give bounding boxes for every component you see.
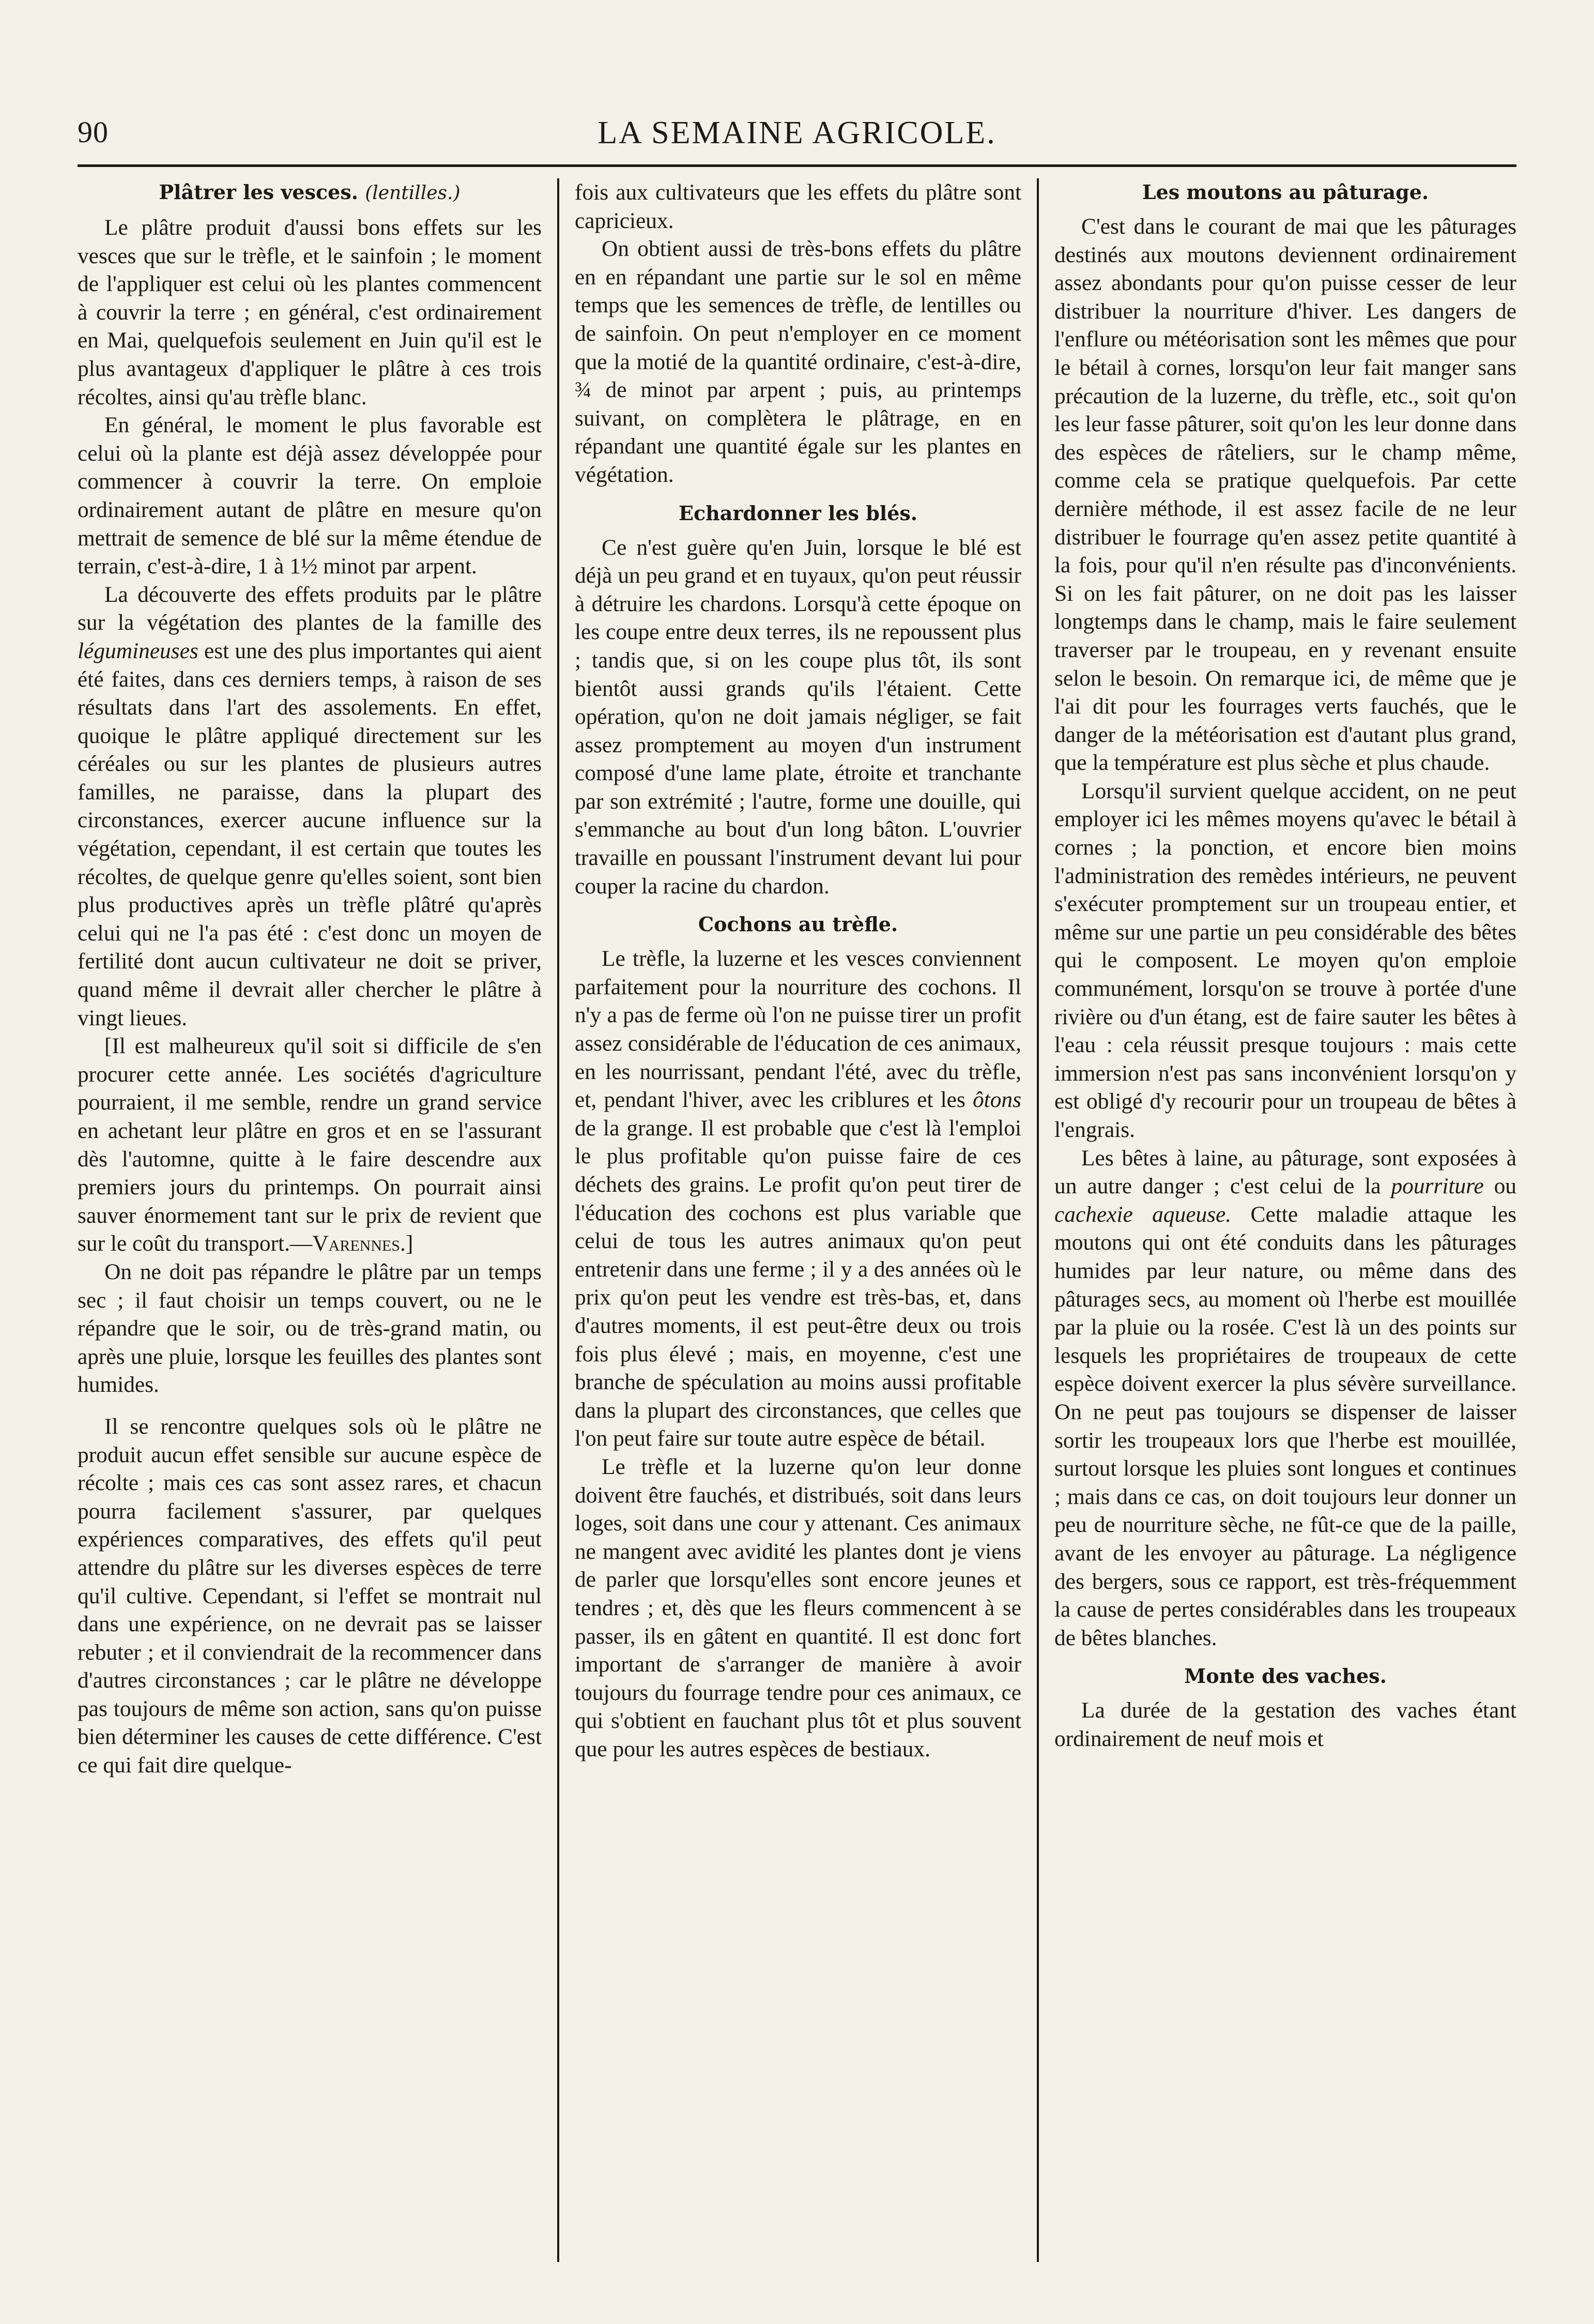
italic-term: ôtons (972, 1087, 1021, 1113)
text-run: Les bêtes à laine, au pâturage, sont exposées à un autre danger ; c'est celui de la (1054, 1145, 1516, 1199)
author-attribution: Varennes. (312, 1231, 406, 1256)
text-run: La découverte des effets produits par le plâtre sur la végétation des plantes de la famille des (78, 582, 542, 635)
section-heading-cochons: Cochons au trèfle. (698, 913, 898, 936)
paragraph: Lorsqu'il survient quelque accident, on ne peut employer ici les mêmes moyens qu'avec le bétail à cornes ; la ponction, et encore bien moins l'administration des remèdes intérieurs, ne peuvent s'exécuter promptement sur un troupeau entier, et même sur une partie un peu considérable des bêtes qui le composent. Le moyen qu'on emploie communément, lorsqu'on se trouve à portée d'une rivière ou d'un étang, est de faire sauter les bêtes à l'eau : cela réussit presque toujours : mais cette immersion n'est pas sans inconvénient lorsqu'on y est obligé d'y recourir pour un troupeau de bêtes à l'engrais. (1054, 778, 1516, 1142)
column-3 (1037, 178, 1516, 2262)
page-number: 90 (78, 115, 109, 149)
italic-term: pourriture (1391, 1174, 1484, 1199)
header-rule (78, 164, 1516, 167)
column-1 (78, 178, 557, 2262)
section-heading-echardonner: Echardonner les blés. (678, 501, 917, 525)
paragraph: Il se rencontre quelques sols où le plâtre ne produit aucun effet sensible sur aucune espèce de récolte ; mais ces cas sont assez rares, et chacun pourra facilement s'assurer, par quelques expériences comparatives, des effets qu'il peut attendre du plâtre sur les diverses espèces de terre qu'il cultive. Cependant, si l'effet se montrait nul dans une expérience, on ne devrait pas se laisser rebuter ; et il conviendrait de la recommencer dans d'autres circonstances ; car le plâtre ne développe pas toujours de même son action, sans qu'on puisse bien déterminer les causes de cette différence. C'est ce qui fait dire quelque- (78, 1414, 542, 1778)
section-heading-platrer-vesces (78, 179, 542, 206)
heading-title: Plâtrer les vesces. (159, 180, 358, 204)
text-run: de la grange. Il est probable que c'est là l'emploi le plus profitable qu'on puisse faire de ces déchets des grains. Le profit qu'on peut tirer de l'éducation des cochons est plus variable que celui de tous les autres animaux qu'on peut entretenir dans une ferme ; il y a des années où le prix qu'on peut les vendre est très-bas, et, dans d'autres moments, il est peut-être deux ou trois fois plus élevé ; mais, en moyenne, c'est une branche de spéculation au moins aussi profitable dans la plupart des circonstances, que celles que l'on peut faire sur toute autre espèce de bétail. (575, 1115, 1021, 1451)
running-head (78, 115, 1516, 151)
paragraph: On obtient aussi de très-bons effets du plâtre en en répandant une partie sur le sol en même temps que les semences de trèfle, de lentilles ou de sainfoin. On peut n'employer en ce moment que la motié de la quantité ordinaire, c'est-à-dire, ¾ de minot par arpent ; puis, au printemps suivant, on complètera le plâtrage, en en répandant une quantité égale sur les plantes en végétation. (575, 236, 1021, 487)
column-2 (557, 178, 1037, 2262)
paragraph: La durée de la gestation des vaches étant ordinairement de neuf mois et (1054, 1698, 1516, 1751)
italic-term: cachexie aqueuse. (1054, 1202, 1232, 1227)
paragraph: C'est dans le courant de mai que les pâturages destinés aux moutons deviennent ordinairement assez abondants pour qu'on puisse cesser de leur distribuer la nourriture d'hiver. Les dangers de l'enflure ou météorisation sont les mêmes que pour le bétail à cornes, lorsqu'on leur fait manger sans précaution de la luzerne, du trèfle, etc., soit qu'on les leur fasse pâturer, soit qu'on les leur donne dans des espèces de râteliers, sur le champ même, comme cela se pratique quelquefois. Par cette dernière méthode, il est assez facile de ne leur distribuer le fourrage qu'en assez petite quantité à la fois, pour qu'il n'en résulte pas d'inconvénients. Si on les fait pâturer, on ne doit pas les laisser longtemps dans le champ, mais le faire seulement traverser par le troupeau, en y revenant ensuite selon le besoin. On remarque ici, de même que je l'ai dit pour les fourrages verts fauchés, que le danger de la météorisation est d'autant plus grand, que la température est plus sèche et plus chaude. (1054, 214, 1516, 776)
paragraph: Le plâtre produit d'aussi bons effets sur les vesces que sur le trèfle, et le sainfoin ; le moment de l'appliquer est celui où les plantes commencent à couvrir la terre ; en général, c'est ordinairement en Mai, quelquefois seulement en Juin qu'il est le plus avantageux d'appliquer le plâtre à ces trois récoltes, ainsi qu'au trèfle blanc. (78, 215, 542, 409)
section-heading-monte-vaches: Monte des vaches. (1184, 1664, 1387, 1688)
paragraph: Ce n'est guère qu'en Juin, lorsque le blé est déjà un peu grand et en tuyaux, qu'on peut réussir à détruire les chardons. Lorsqu'à cette époque on les coupe entre deux terres, ils ne repoussent plus ; tandis que, si on les coupe plus tôt, ils sont bientôt aussi grands qu'ils l'étaient. Cette opération, qu'on ne doit jamais négliger, se fait assez promptement au moyen d'un instrument composé d'une lame plate, étroite et tranchante par son extrémité ; l'autre, forme une douille, qui s'emmanche au bout d'un long bâton. L'ouvrier travaille en poussant l'instrument devant lui pour couper la racine du chardon. (575, 535, 1021, 899)
editorial-note (78, 1032, 542, 1258)
paragraph: On ne doit pas répandre le plâtre par un temps sec ; il faut choisir un temps couvert, ou ne le répandre que le soir, ou de très-grand matin, ou après une pluie, lorsque les feuilles des plantes sont humides. (78, 1259, 542, 1398)
italic-term: légumineuses (78, 638, 198, 663)
text-run: Le trèfle, la luzerne et les vesces conviennent parfaitement pour la nourriture des cochons. Il n'y a pas de ferme où l'on ne puisse tirer un profit assez considérable de l'éducation de ces animaux, en les nourrissant, pendant l'été, avec du trèfle, et, pendant l'hiver, avec les criblures et les (575, 946, 1021, 1113)
paragraph (1054, 1144, 1516, 1652)
paragraph: En général, le moment le plus favorable est celui où la plante est déjà assez développée pour commencer à couvrir la terre. On emploie ordinairement autant de plâtre en mesure qu'on mettrait de semence de blé sur la même étendue de terrain, c'est-à-dire, 1 à 1½ minot par arpent. (78, 413, 542, 579)
journal-title: LA SEMAINE AGRICOLE. (597, 115, 997, 150)
paragraph (78, 581, 542, 1032)
paragraph-continued: fois aux cultivateurs que les effets du plâtre sont capricieux. (575, 180, 1021, 233)
text-run: [Il est malheureux qu'il soit si difficile de s'en procurer cette année. Les sociétés d'agriculture pourraient, il me semble, rendre un grand service en achetant leur plâtre en gros et en se l'assurant dès l'automne, quitte à le faire descendre aux premiers jours du printemps. On pourrait ainsi sauver énormement tant sur le prix de revient que sur le coût du transport.— (78, 1034, 542, 1256)
text-run: ou (1483, 1174, 1516, 1199)
text-run: ] (405, 1231, 413, 1256)
section-heading-moutons: Les moutons au pâturage. (1142, 180, 1429, 204)
paragraph (575, 945, 1021, 1453)
article-columns (78, 178, 1516, 2262)
text-run: est une des plus importantes qui aient été faites, dans ces derniers temps, à raison de ses résultats dans l'art des assolements. En effet, quoique le plâtre appliqué directement sur les céréales ou sur les plantes de plusieurs autres familles, ne paraisse, dans la plupart des circonstances, exercer aucune influence sur la végétation, cependant, il est certain que toutes les récoltes, de quelque genre qu'elles soient, sont bien plus productives après un trèfle plâtré qu'après celui qui ne l'a pas été : c'est donc un moyen de fertilité dont aucun cultivateur ne doit se priver, quand même il devrait aller chercher le plâtre à vingt lieues. (78, 638, 542, 1030)
paragraph: Le trèfle et la luzerne qu'on leur donne doivent être fauchés, et distribués, soit dans leurs loges, soit dans une cour y attenant. Ces animaux ne mangent avec avidité les plantes dont je viens de parler que lorsqu'elles sont encore jeunes et tendres ; et, dès que les fleurs commencent à se passer, ils en gâtent en quantité. Il est donc fort important de s'arranger de manière à avoir toujours du fourrage tendre pour ces animaux, ce qui s'obtient en fauchant plus tôt et plus souvent que pour les autres espèces de bestiaux. (575, 1454, 1021, 1761)
text-run: Cette maladie attaque les moutons qui ont été conduits dans les pâturages humides par leur nature, ou même dans des pâturages secs, au moment où l'herbe est mouillée par la pluie ou la rosée. C'est là un des points sur lesquels les propriétaires de troupeaux de cette espèce doivent exercer la plus sévère surveillance. On ne peut pas toujours se dispenser de laisser sortir les troupeaux lors que l'herbe est mouillée, surtout lorsque les pluies sont longues et continues ; mais dans ce cas, on doit toujours leur donner un peu de nourriture sèche, ne fût-ce que de la paille, avant de les envoyer au pâturage. La négligence des bergers, sous ce rapport, est très-fréquemment la cause de pertes considérables dans les troupeaux de bêtes blanches. (1054, 1202, 1516, 1650)
heading-subtitle: (lentilles.) (365, 183, 461, 204)
